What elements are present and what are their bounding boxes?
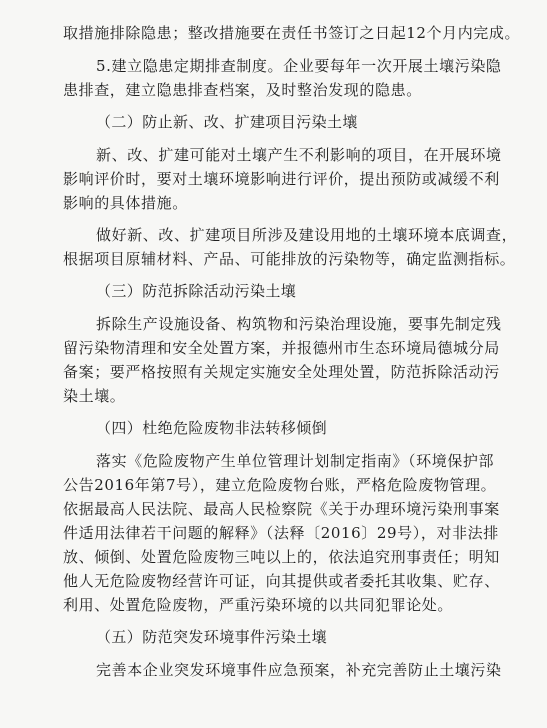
- section-heading: （四）杜绝危险废物非法转移倾倒: [96, 419, 328, 437]
- text-line: 利用、处置危险废物，严重污染环境的以共同犯罪论处。: [63, 596, 454, 614]
- text-line: 件适用法律若干问题的解释》（法释〔2016〕29号），对非法排: [63, 524, 499, 542]
- text-line: 留污染物清理和安全处置方案，并报德州市生态环境局德城分局: [63, 339, 500, 357]
- text-line: 公告2016年第7号），建立危险废物台账，严格危险废物管理。: [63, 476, 497, 494]
- text-line: 5.建立隐患定期排查制度。企业要每年一次开展土壤污染隐: [96, 57, 502, 75]
- text-line: 备案；要严格按照有关规定实施安全处理处置，防范拆除活动污: [63, 363, 500, 381]
- text-line: 完善本企业突发环境事件应急预案，补充完善防止土壤污染: [96, 661, 502, 679]
- text-line: 患排查，建立隐患排查档案，及时整治发现的隐患。: [63, 81, 422, 99]
- text-line: 根据项目原辅材料、产品、可能排放的污染物等，确定监测指标。: [63, 250, 516, 268]
- text-line: 拆除生产设施设备、构筑物和污染治理设施，要事先制定残: [96, 315, 502, 333]
- text-line: 做好新、改、扩建项目所涉及建设用地的土壤环境本底调查，: [96, 226, 518, 244]
- text-line: 影响的具体措施。: [63, 194, 188, 212]
- text-line: 新、改、扩建可能对土壤产生不利影响的项目，在开展环境: [96, 146, 502, 164]
- text-line: 依据最高人民法院、最高人民检察院《关于办理环境污染刑事案: [63, 500, 500, 518]
- text-line: 落实《危险废物产生单位管理计划制定指南》（环境保护部: [96, 452, 495, 470]
- text-line: 染土壤。: [63, 387, 126, 405]
- text-line: 影响评价时，要对土壤环境影响进行评价，提出预防或减缓不利: [63, 170, 500, 188]
- section-heading: （五）防范突发环境事件污染土壤: [96, 628, 328, 646]
- text-line: 取措施排除隐患；整改措施要在责任书签订之日起12个月内完成。: [63, 24, 521, 42]
- section-heading: （三）防范拆除活动污染土壤: [96, 282, 297, 300]
- text-line: 他人无危险废物经营许可证，向其提供或者委托其收集、贮存、: [63, 572, 500, 590]
- section-heading: （二）防止新、改、扩建项目污染土壤: [96, 113, 358, 131]
- text-line: 放、倾倒、处置危险废物三吨以上的，依法追究刑事责任；明知: [63, 548, 500, 566]
